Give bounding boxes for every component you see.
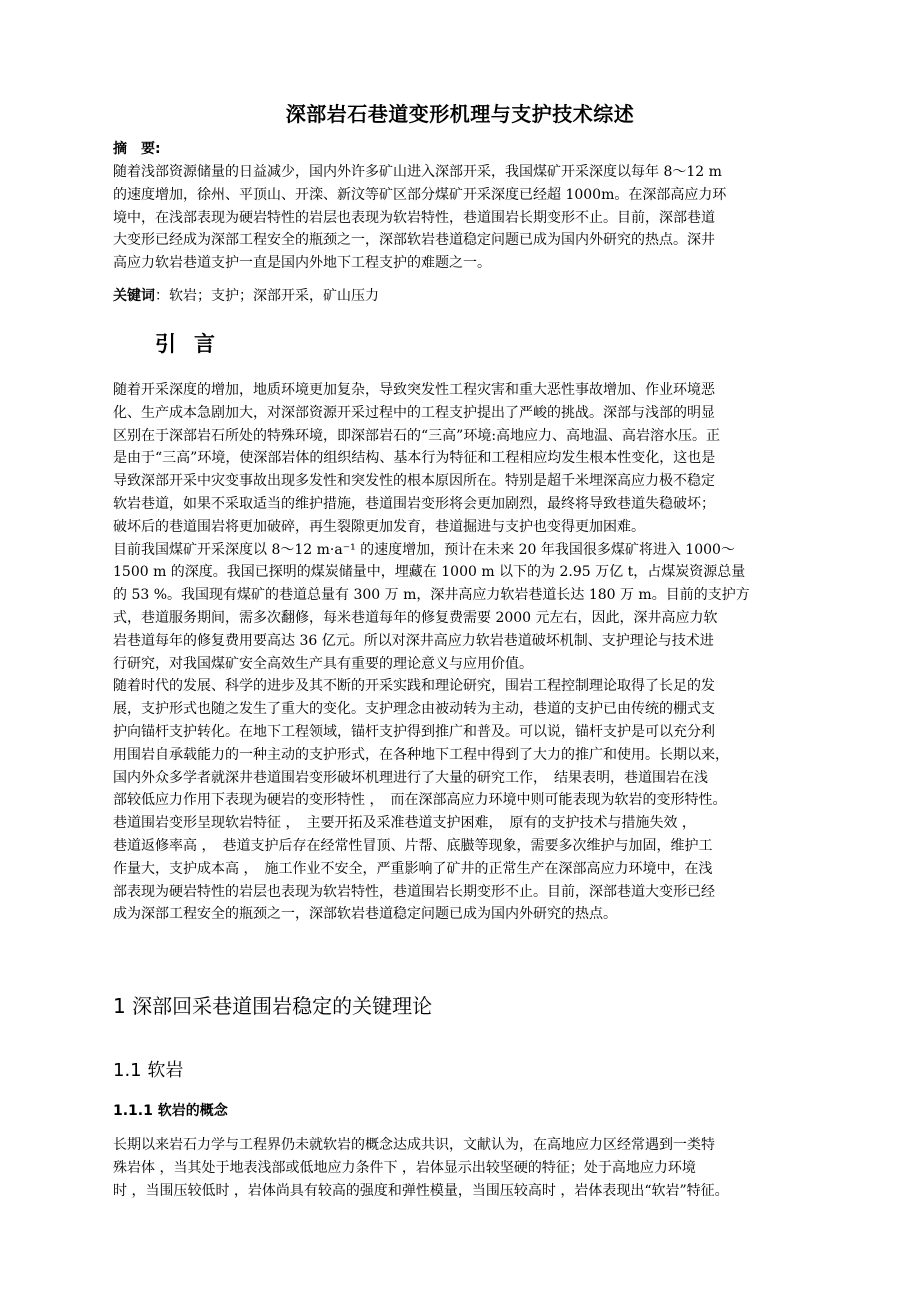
section-line: 长期以来岩石力学与工程界仍未就软岩的概念达成共识，文献认为，在高地应力区经常遇到一类特 bbox=[113, 1137, 715, 1153]
document-title: 深部岩石巷道变形机理与支护技术综述 bbox=[285, 102, 635, 126]
intro-line: 是由于“三高”环境，使深部岩体的组织结构、基本行为特征和工程相应均发生根本性变化，这也是 bbox=[113, 450, 716, 467]
section-line: 殊岩体 ，当其处于地表浅部或低地应力条件下 ，岩体显示出较坚硬的特征；处于高地应力环境 bbox=[113, 1159, 696, 1176]
abstract-paragraph bbox=[113, 161, 813, 275]
intro-line: 护向锚杆支护转化。在地下工程领域，锚杆支护得到推广和普及。可以说，锚杆支护是可以充分利 bbox=[113, 723, 715, 740]
intro-paragraph-1 bbox=[113, 379, 813, 926]
intro-line: 区别在于深部岩石所处的特殊环境，即深部岩石的“三高”环境:高地应力、高地温、高岩溶水压。正 bbox=[113, 427, 721, 444]
intro-line: 随着时代的发展、科学的进步及其不断的开采实践和理论研究，围岩工程控制理论取得了长足的发 bbox=[113, 678, 715, 695]
intro-line: 巷道返修率高 ， 巷道支护后存在经常性冒顶、片帮、底臌等现象，需要多次维护与加固，维护工 bbox=[113, 837, 713, 854]
intro-line: 岩巷道每年的修复费用要高达 36 亿元。所以对深井高应力软岩巷道破坏机制、支护理论与技术进 bbox=[113, 632, 714, 649]
intro-line: 化、生产成本急剧加大，对深部资源开采过程中的工程支护提出了严峻的挑战。深部与浅部的明显 bbox=[113, 404, 715, 421]
section-1-1-1-paragraph bbox=[113, 1134, 813, 1202]
intro-line: 部表现为硬岩特性的岩层也表现为软岩特性，巷道围岩长期变形不止。目前，深部巷道大变形已经 bbox=[113, 883, 715, 900]
intro-line: 行研究，对我国煤矿安全高效生产具有重要的理论意义与应用价值。 bbox=[113, 655, 533, 672]
abstract-line: 的速度增加，徐州、平顶山、开滦、新汶等矿区部分煤矿开采深度已经超 1000m。在深部高应力环 bbox=[113, 186, 727, 203]
intro-line: 随着开采深度的增加，地质环境更加复杂，导致突发性工程灾害和重大恶性事故增加、作业环境恶 bbox=[113, 382, 715, 398]
section-1-heading: 1 深部回采巷道围岩稳定的关键理论 bbox=[113, 994, 433, 1018]
intro-line: 破坏后的巷道围岩将更加破碎，再生裂隙更加发育，巷道掘进与支护也变得更加困难。 bbox=[113, 518, 645, 535]
section-1-1-1-heading: 1.1.1 软岩的概念 bbox=[113, 1103, 228, 1119]
abstract-line: 高应力软岩巷道支护一直是国内外地下工程支护的难题之一。 bbox=[113, 255, 491, 272]
intro-line: 的 53 %。我国现有煤矿的巷道总量有 300 万 m，深井高应力软岩巷道长达 180 万 m。目前的支护方 bbox=[113, 587, 750, 604]
intro-line: 国内外众多学者就深井巷道围岩变形破坏机理进行了大量的研究工作， 结果表明，巷道围岩在浅 bbox=[113, 769, 708, 786]
abstract-line: 境中，在浅部表现为硬岩特性的岩层也表现为软岩特性，巷道围岩长期变形不止。目前，深部巷道 bbox=[113, 209, 715, 226]
intro-line: 式，巷道服务期间，需多次翻修，每米巷道每年的修复费需要 2000 元左右，因此，深井高应力软 bbox=[113, 609, 718, 626]
intro-line: 成为深部工程安全的瓶颈之一，深部软岩巷道稳定问题已成为国内外研究的热点。 bbox=[113, 906, 617, 923]
intro-line: 目前我国煤矿开采深度以 8～12 m·a⁻¹ 的速度增加，预计在未来 20 年我国很多煤矿将进入 1000～ bbox=[113, 541, 735, 558]
abstract-label: 摘 要: bbox=[113, 141, 161, 157]
intro-line: 软岩巷道，如果不采取适当的维护措施，巷道围岩变形将会更加剧烈，最终将导致巷道失稳破坏； bbox=[113, 495, 715, 512]
intro-line: 巷道围岩变形呈现软岩特征 ， 主要开拓及采准巷道支护困难， 原有的支护技术与措施失效 ， bbox=[113, 815, 696, 832]
intro-line: 作量大，支护成本高 ， 施工作业不安全，严重影响了矿井的正常生产在深部高应力环境中，在浅 bbox=[113, 860, 713, 877]
intro-line: 导致深部开采中灾变事故出现多发性和突发性的根本原因所在。特别是超千米埋深高应力极不稳定 bbox=[113, 473, 715, 490]
section-line: 时 ，当围压较低时 ，岩体尚具有较高的强度和弹性模量，当围压较高时 ，岩体表现出“软岩”特征。 bbox=[113, 1182, 729, 1199]
section-1-1-heading: 1.1 软岩 bbox=[113, 1060, 184, 1081]
abstract-line: 大变形已经成为深部工程安全的瓶颈之一，深部软岩巷道稳定问题已成为国内外研究的热点。深井 bbox=[113, 232, 715, 249]
intro-heading: 引言 bbox=[155, 332, 233, 356]
abstract-line: 随着浅部资源储量的日益减少，国内外许多矿山进入深部开采，我国煤矿开采深度以每年 8～12 m bbox=[113, 164, 722, 180]
intro-line: 部较低应力作用下表现为硬岩的变形特性 ， 而在深部高应力环境中则可能表现为软岩的变形特性。 bbox=[113, 792, 727, 809]
keywords-label: 关键词 bbox=[113, 288, 155, 304]
intro-line: 用围岩自承载能力的一种主动的支护形式，在各种地下工程中得到了大力的推广和使用。长期以来， bbox=[113, 746, 729, 763]
keywords-line bbox=[113, 285, 379, 305]
keywords-text: ：软岩；支护；深部开采，矿山压力 bbox=[155, 288, 379, 304]
intro-line: 展，支护形式也随之发生了重大的变化。支护理念由被动转为主动，巷道的支护已由传统的棚式支 bbox=[113, 701, 715, 718]
intro-line: 1500 m 的深度。我国已探明的煤炭储量中，埋藏在 1000 m 以下的为 2.95 万亿 t，占煤炭资源总量 bbox=[113, 564, 746, 581]
